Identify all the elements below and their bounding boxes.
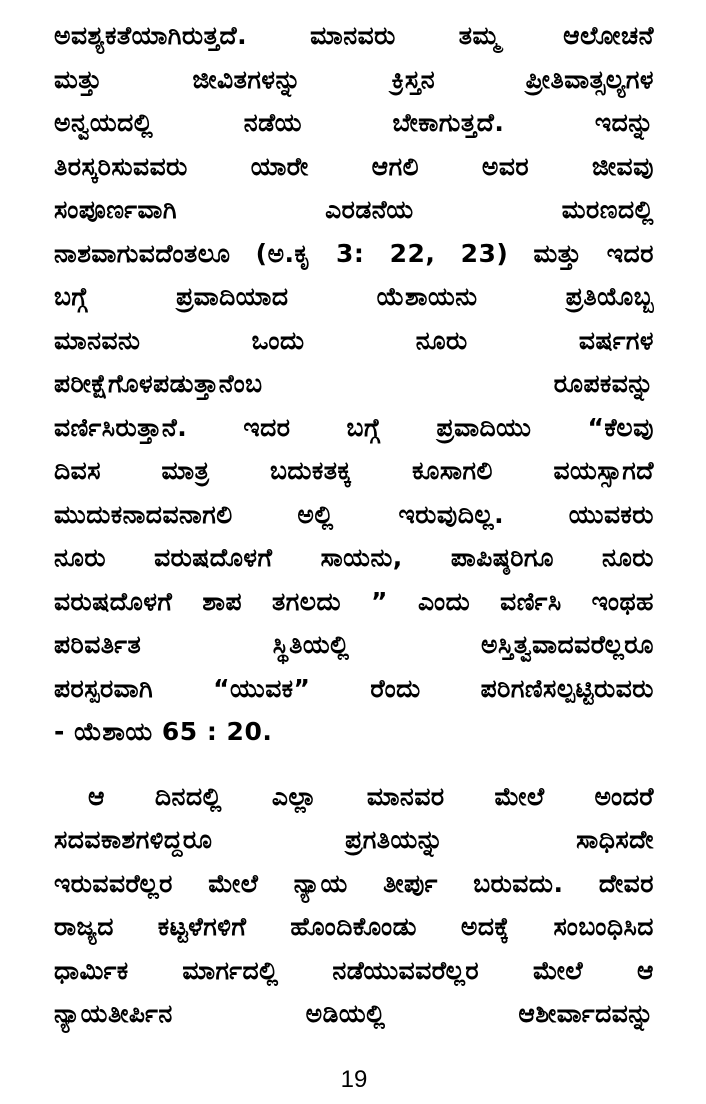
word: 23)	[460, 238, 509, 268]
word: 3:	[336, 238, 365, 268]
word: (ಅ.ಕೃ	[255, 238, 311, 268]
word: ಮಾತ್ರ	[161, 456, 210, 485]
word: ಸಂಬಂಧಿಸಿದ	[553, 912, 654, 941]
page-number: 19	[340, 1066, 368, 1093]
word: ತಮ್ಮ	[458, 21, 501, 50]
text-line	[54, 145, 654, 189]
word: ಇದನ್ನು	[594, 108, 654, 137]
word: ಸಾಯನು,	[320, 543, 403, 572]
word: ಅಲ್ಲಿ	[297, 499, 334, 529]
word: ಪ್ರವಾದಿಯು	[436, 412, 532, 442]
text-line	[54, 992, 654, 1036]
word: ಮೇಲೆ	[208, 868, 259, 898]
word: ಆಲೋಚನೆ	[563, 21, 654, 50]
word: ಅವರ	[481, 151, 530, 181]
word: ಸ್ಥಿತಿಯಲ್ಲಿ	[272, 630, 350, 659]
word: ಎಂದು	[417, 586, 471, 616]
word: ಮಾನವರ	[366, 781, 445, 811]
word: ಅನ್ವಯದಲ್ಲಿ	[54, 108, 154, 137]
word: ದಿವಸ	[54, 456, 101, 485]
word: ಅಸ್ತಿತ್ವವಾದವರೆಲ್ಲರೂ	[481, 630, 654, 659]
word: ಆಶೀರ್ವಾದವನ್ನು	[518, 999, 654, 1028]
text-line	[54, 188, 654, 232]
word: ಮಾನವರು	[310, 21, 396, 50]
text-line	[54, 536, 654, 580]
word: ನಡೆಯುವವರೆಲ್ಲರ	[332, 955, 480, 985]
text-line	[54, 14, 654, 58]
word: ವರುಷದೊಳಗೆ	[154, 543, 273, 572]
word: ವಯಸ್ಸಾಗದೆ	[553, 456, 654, 485]
word: ತಗಲದು	[271, 586, 342, 616]
word: ಪಾಪಿಷ್ಠರಿಗೂ	[450, 543, 554, 572]
text-line	[54, 449, 654, 493]
word: ”	[371, 586, 388, 616]
word: ನ್ಯಾಯತೀರ್ಪಿನ	[54, 999, 173, 1028]
text-line-citation: - ಯೆಶಾಯ 65 : 20.	[54, 717, 273, 746]
word: ಅದಕ್ಕೆ	[460, 912, 510, 941]
word: ಮೇಲೆ	[532, 955, 584, 985]
word: ಮರಣದಲ್ಲಿ	[561, 195, 654, 224]
word: ನಡೆಯ	[243, 108, 302, 137]
word: ಅವಶ್ಯಕತೆಯಾಗಿರುತ್ತದೆ.	[54, 21, 248, 50]
text-line	[54, 580, 654, 624]
word: ರೆಂದು	[370, 673, 421, 703]
word: ತೀರ್ಪು	[383, 868, 438, 898]
word: ನೂರು	[415, 325, 468, 355]
word: ಆ	[636, 955, 654, 985]
word: ಸಂಪೂರ್ಣವಾಗಿ	[54, 195, 178, 224]
word: ಬಗ್ಗೆ	[54, 282, 88, 311]
text-line	[54, 232, 654, 276]
word: ವರ್ಣಿಸಿರುತ್ತಾನೆ.	[54, 412, 188, 442]
word: ಸದವಕಾಶಗಳಿದ್ದರೂ	[54, 825, 213, 854]
text-line	[54, 319, 654, 363]
text-line	[54, 362, 654, 406]
book-page	[54, 14, 654, 1100]
paragraph-2	[54, 775, 654, 1036]
word: ಎರಡನೆಯ	[325, 195, 414, 224]
word: ಧಾರ್ಮಿಕ	[54, 955, 129, 985]
word: ಪರೀಕ್ಷೆಗೊಳಪಡುತ್ತಾನೆಂಬ	[54, 369, 263, 398]
word: ವರುಷದೊಳಗೆ	[54, 586, 173, 616]
word: ನೂರು	[601, 543, 654, 572]
word: ಹೊಂದಿಕೊಂಡು	[290, 912, 417, 941]
word: ಜೀವಿತಗಳನ್ನು	[192, 64, 302, 94]
word: ಕೂಸಾಗಲಿ	[412, 456, 493, 485]
word: ಅಡಿಯಲ್ಲಿ	[305, 999, 386, 1028]
word: ಇರುವುದಿಲ್ಲ.	[398, 499, 505, 529]
text-line	[54, 949, 654, 993]
text-line	[54, 275, 654, 319]
word: ಪರಿವರ್ತಿತ	[54, 630, 142, 659]
word: ಅಂದರೆ	[594, 781, 654, 811]
word: ಇರುವವರೆಲ್ಲರ	[54, 868, 173, 898]
text-line-indented	[54, 775, 654, 819]
text-line	[54, 493, 654, 537]
word: ಒಂದು	[251, 325, 305, 355]
word: ಪರಸ್ಪರವಾಗಿ	[54, 673, 154, 703]
word: ಬರುವದು.	[473, 868, 564, 898]
word: ಮುದುಕನಾದವನಾಗಲಿ	[54, 499, 233, 529]
word: ಶಾಪ	[202, 586, 242, 616]
word: ಮಾನವನು	[54, 325, 141, 355]
word: ಬೇಕಾಗುತ್ತದೆ.	[392, 108, 505, 137]
word: ಬಗ್ಗೆ	[346, 412, 381, 442]
word: ಪರಿಗಣಿಸಲ್ಪಟ್ಟಿರುವರು	[480, 673, 654, 703]
word: ನಾಶವಾಗುವದೆಂತಲೂ	[54, 238, 231, 268]
word: ರಾಜ್ಯದ	[54, 912, 114, 941]
word: ನ್ಯಾಯ	[293, 868, 348, 898]
text-line	[54, 818, 654, 862]
word: ನೂರು	[54, 543, 107, 572]
word: ಮತ್ತು	[54, 64, 103, 94]
word: ಆ	[88, 781, 106, 811]
word: ತಿರಸ್ಕರಿಸುವವರು	[54, 151, 188, 181]
word: ಮತ್ತು	[533, 238, 582, 268]
word: ರೂಪಕವನ್ನು	[553, 369, 654, 398]
word: ವರ್ಣಿಸಿ	[500, 586, 562, 616]
word: ಯಾರೇ	[250, 151, 309, 181]
word: 22,	[389, 238, 436, 268]
word: ಜೀವವು	[592, 151, 654, 181]
word: ಕ್ರಿಸ್ತನ	[391, 64, 436, 94]
word: ಪ್ರವಾದಿಯಾದ	[176, 282, 289, 311]
text-line	[54, 862, 654, 906]
text-line	[54, 406, 654, 450]
text-line	[54, 905, 654, 949]
paragraph-1	[54, 14, 654, 754]
word: “ಯುವಕ”	[213, 673, 311, 703]
text-line	[54, 667, 654, 711]
word: ದಿನದಲ್ಲಿ	[154, 781, 222, 811]
word: ಪ್ರೀತಿವಾತ್ಸಲ್ಯಗಳ	[525, 64, 654, 94]
word: ಇಂಥಹ	[591, 586, 654, 616]
word: ಯುವಕರು	[568, 499, 654, 529]
word: ಪ್ರತಿಯೊಬ್ಬ	[565, 282, 654, 311]
word: ಆಗಲಿ	[371, 151, 420, 181]
word: ಎಲ್ಲಾ	[271, 781, 317, 811]
word: ಇದರ	[606, 238, 654, 268]
paragraph-spacer	[54, 754, 654, 775]
word: ಮೇಲೆ	[494, 781, 545, 811]
text-line	[54, 58, 654, 102]
word: ಸಾಧಿಸದೇ	[576, 825, 654, 854]
word: ಬದುಕತಕ್ಕ	[269, 456, 352, 485]
word: ಮಾರ್ಗದಲ್ಲಿ	[182, 955, 279, 985]
word: ಕಟ್ಟಳೆಗಳಿಗೆ	[157, 912, 247, 941]
word: ಯೆಶಾಯನು	[376, 282, 478, 311]
word: ಪ್ರಗತಿಯನ್ನು	[345, 825, 444, 854]
word: “ಕೆಲವು	[587, 412, 654, 442]
text-line	[54, 101, 654, 145]
word: ಇದರ	[243, 412, 291, 442]
word: ದೇವರ	[598, 868, 654, 898]
word: ವರ್ಷಗಳ	[578, 325, 654, 355]
text-line	[54, 623, 654, 667]
